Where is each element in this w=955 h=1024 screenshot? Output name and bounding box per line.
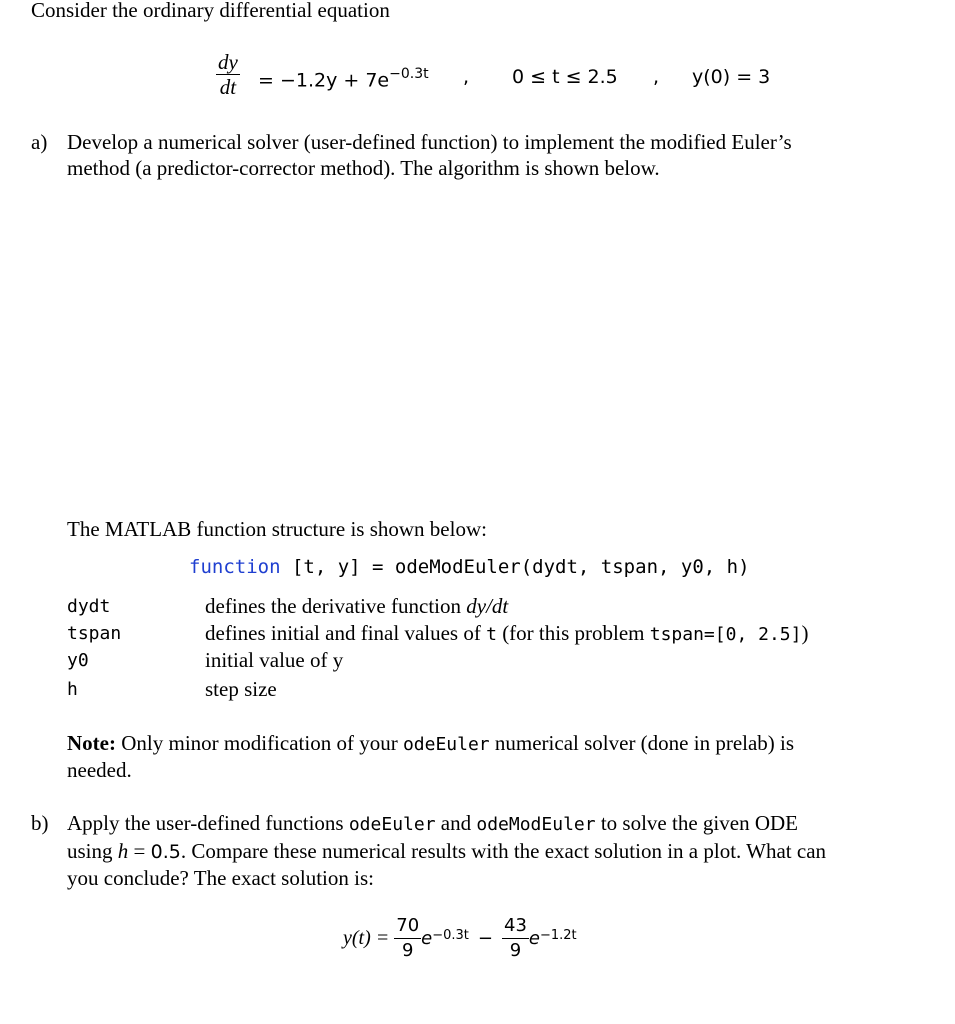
note-bold-label: Note: bbox=[67, 731, 116, 755]
part-b-h-symbol: h bbox=[117, 839, 129, 863]
part-b-h-value: 0.5 bbox=[150, 841, 181, 863]
exact-exponent-2: −1.2t bbox=[539, 928, 577, 944]
exact-fraction-2 bbox=[502, 914, 529, 963]
part-b-code-odeEuler: odeEuler bbox=[348, 814, 436, 835]
part-b-text: = bbox=[128, 839, 151, 863]
param-desc-text: ) bbox=[801, 621, 809, 645]
param-desc-text: defines the derivative function bbox=[205, 594, 467, 618]
ode-separator-2: , bbox=[653, 66, 660, 88]
part-b-text: to solve the given ODE bbox=[595, 811, 798, 835]
part-b-text: using bbox=[67, 839, 118, 863]
ode-rhs bbox=[258, 66, 429, 91]
part-b-text: and bbox=[435, 811, 477, 835]
exact-minus: − bbox=[477, 928, 493, 949]
param-name-h: h bbox=[67, 679, 78, 700]
note-code: odeEuler bbox=[402, 734, 490, 755]
exact-fraction-1 bbox=[394, 914, 421, 963]
intro-text: Consider the ordinary differential equation bbox=[31, 0, 390, 22]
param-desc-dydt bbox=[205, 594, 508, 619]
function-signature-rest: [t, y] = odeModEuler(dydt, tspan, y0, h) bbox=[280, 556, 750, 578]
ode-denominator: dt bbox=[219, 75, 237, 99]
part-b-text: . Compare these numerical results with the exact solution in a plot. What can bbox=[180, 839, 827, 863]
note-text: numerical solver (done in prelab) is bbox=[489, 731, 795, 755]
param-name-y0: y0 bbox=[67, 650, 89, 671]
function-keyword: function bbox=[189, 556, 281, 578]
part-b-label: b) bbox=[31, 811, 49, 835]
exact-den-1: 9 bbox=[401, 940, 414, 961]
exact-num-1: 70 bbox=[394, 914, 421, 939]
part-a-line-2: method (a predictor-corrector method). The algorithm is shown below. bbox=[67, 156, 660, 180]
param-desc-math: dy/dt bbox=[466, 594, 509, 618]
exact-e-1: e bbox=[421, 928, 433, 949]
ode-numerator: dy bbox=[218, 50, 238, 74]
function-signature bbox=[189, 556, 750, 578]
param-desc-text: (for this problem bbox=[496, 621, 650, 645]
exact-exponent-1: −0.3t bbox=[432, 928, 469, 944]
part-b-line-3: you conclude? The exact solution is: bbox=[67, 866, 374, 890]
ode-exponent: −0.3t bbox=[389, 66, 429, 82]
ode-rhs-expression: −1.2y + 7e bbox=[279, 69, 390, 92]
param-desc-y0: initial value of y bbox=[205, 648, 344, 672]
param-desc-code: tspan=[0, 2.5] bbox=[649, 624, 802, 645]
exact-den-2: 9 bbox=[509, 940, 522, 961]
part-b-line-1 bbox=[67, 811, 798, 836]
part-b-code-odeModEuler: odeModEuler bbox=[476, 814, 596, 835]
exact-num-2: 43 bbox=[502, 914, 529, 939]
param-desc-code: t bbox=[486, 624, 497, 645]
param-name-tspan: tspan bbox=[67, 623, 122, 644]
part-a-line-1: Develop a numerical solver (user-defined function) to implement the modified Euler’s bbox=[67, 130, 792, 154]
ode-initial-condition: y(0) = 3 bbox=[692, 66, 771, 88]
note-line-1 bbox=[67, 731, 794, 756]
exact-e-2: e bbox=[528, 928, 540, 949]
param-name-dydt: dydt bbox=[67, 596, 111, 617]
param-desc-tspan bbox=[205, 621, 808, 646]
exact-lhs: y(t) = bbox=[343, 927, 390, 949]
ode-derivative bbox=[216, 50, 240, 99]
ode-equals: = bbox=[258, 69, 274, 92]
structure-heading: The MATLAB function structure is shown below: bbox=[67, 517, 487, 541]
part-a-label: a) bbox=[31, 130, 48, 154]
ode-separator-1: , bbox=[463, 66, 470, 88]
ode-interval: 0 ≤ t ≤ 2.5 bbox=[512, 66, 618, 88]
param-desc-text: defines initial and final values of bbox=[205, 621, 487, 645]
part-b-text: Apply the user-defined functions bbox=[67, 811, 349, 835]
note-text: Only minor modification of your bbox=[115, 731, 403, 755]
note-line-2: needed. bbox=[67, 758, 132, 782]
part-b-line-2 bbox=[67, 839, 826, 864]
param-desc-h: step size bbox=[205, 677, 277, 701]
exact-solution bbox=[343, 914, 577, 963]
